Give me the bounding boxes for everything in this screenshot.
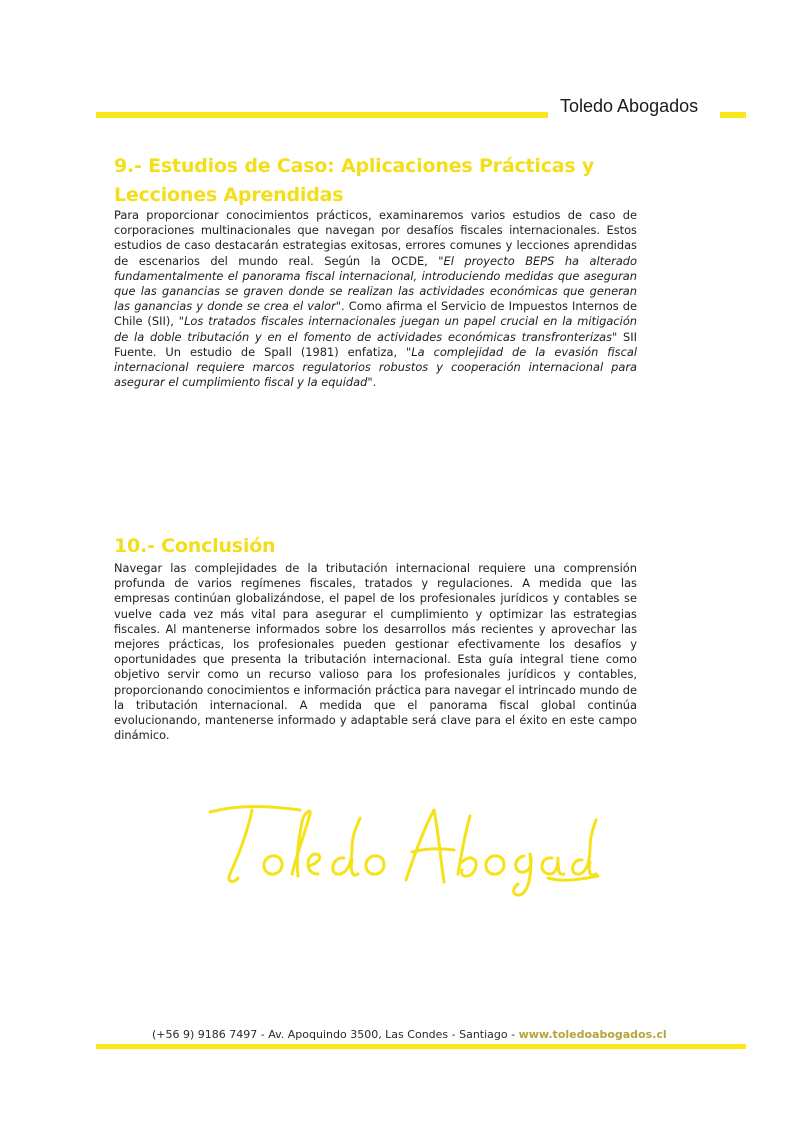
footer-rule bbox=[96, 1044, 746, 1049]
header-firm-name: Toledo Abogados bbox=[560, 96, 699, 116]
section-9-heading: 9.- Estudios de Caso: Aplicaciones Prácticas y Lecciones Aprendidas bbox=[114, 155, 595, 206]
footer-contact-info: (+56 9) 9186 7497 - Av. Apoquindo 3500, Las Condes - Santiago - bbox=[152, 1028, 519, 1041]
section-9-paragraph bbox=[114, 208, 637, 390]
section-10-paragraph: Navegar las complejidades de la tributación internacional requiere una comprensión profunda de varios regímenes fiscales, tratados y regulaciones. A medida que las empresas continúan globalizándose, el papel de los profesionales jurídicos y contables se vuelve cada vez más vital para asegurar el cumplimiento y optimizar las estrategias fiscales. Al mantenerse informados sobre los desarrollos más recientes y aprovechar las mejores prácticas, los profesionales pueden gestionar efectivamente los desafíos y oportunidades que presenta la tributación internacional. Esta guía integral tiene como objetivo servir como un recurso valioso para los profesionales jurídicos y contables, proporcionando conocimientos e información práctica para navegar el intrincado mundo de la tributación internacional. A medida que el panorama fiscal global continúa evolucionando, mantenerse informado y adaptable será clave para el éxito en este campo dinámico. bbox=[114, 561, 637, 743]
section-9-mid-2: " SII Fuente. Un estudio de Spall (1981) enfatiza, " bbox=[114, 329, 637, 359]
footer-website-link[interactable]: www.toledoabogados.cl bbox=[518, 1028, 667, 1041]
quote-spall: La complejidad de la evasión fiscal internacional requiere marcos regulatorios robustos y cooperación internacional para asegurar el cumplimiento fiscal y la equidad bbox=[114, 344, 637, 390]
section-9-intro: Para proporcionar conocimientos prácticos, examinaremos varios estudios de caso de corporaciones multinacionales que navegan por desafíos fiscales internacionales. Estos estudios de caso destacarán estrategias exitosas, errores comunes y lecciones aprendidas de escenarios del mundo real. Según la OCDE, " bbox=[114, 208, 637, 268]
quote-ocde: El proyecto BEPS ha alterado fundamentalmente el panorama fiscal internacional, introduciendo medidas que aseguran que las ganancias se graven donde se realizan las actividades económicas que generan las ganancias y donde se crea el valor bbox=[114, 253, 638, 314]
signature-logo bbox=[200, 790, 600, 900]
footer-contact bbox=[152, 1028, 667, 1041]
header-rule-right bbox=[720, 112, 746, 118]
quote-sii: Los tratados fiscales internacionales juegan un papel crucial en la mitigación de la doble tributación y en el fomento de actividades económicas transfronterizas bbox=[114, 314, 638, 344]
header-rule-left bbox=[96, 112, 548, 118]
section-9-mid-1: ". Como afirma el Servicio de Impuestos Internos de Chile (SII), " bbox=[114, 299, 637, 329]
section-10-heading: 10.- Conclusión bbox=[114, 535, 276, 557]
section-9-end: ". bbox=[367, 375, 377, 390]
